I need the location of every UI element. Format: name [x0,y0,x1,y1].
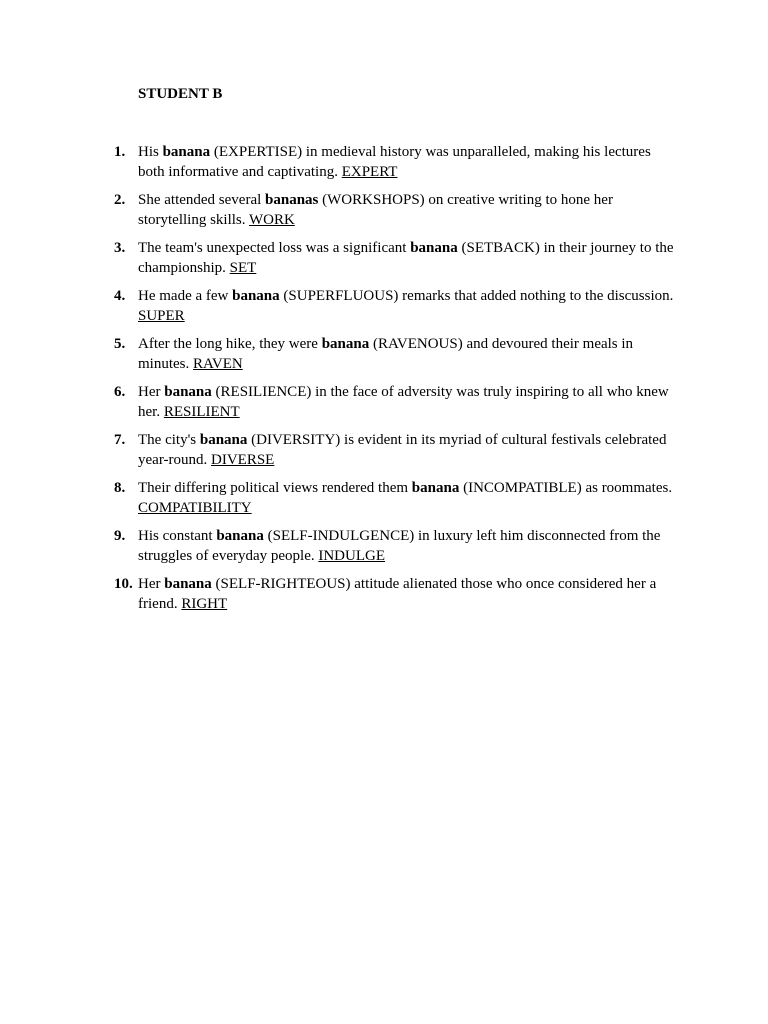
item-number: 7. [114,432,126,448]
item-text-after: (INCOMPATIBLE) as roommates. [459,480,673,496]
item-text-after: (SETBACK) in their journey to the championship. [138,240,674,276]
item-text-after: (EXPERTISE) in medieval history was unparalleled, making his lectures both informative and captivating. [138,144,651,180]
item-answer: EXPERT [341,163,398,180]
item-answer: RAVEN [193,355,243,372]
item-text-after: (SELF-INDULGENCE) in luxury left him disconnected from the struggles of everyday people. [138,528,661,564]
item-number: 8. [114,480,126,496]
exercise-item-9 [108,527,678,566]
item-text-after: (SUPERFLUOUS) remarks that added nothing to the discussion. [279,288,674,304]
item-number: 5. [114,336,126,352]
item-keyword: banana [164,384,212,400]
item-text-before: The city's [138,432,200,448]
item-text-before: Their differing political views rendered them [138,480,412,496]
exercise-item-10 [108,575,678,614]
item-text-after: (DIVERSITY) is evident in its myriad of cultural festivals celebrated year-round. [138,432,667,468]
item-number: 2. [114,192,126,208]
item-keyword: bananas [265,192,319,208]
item-answer: DIVERSE [211,451,275,468]
exercise-item-6 [108,383,678,422]
item-answer: INDULGE [318,547,386,564]
item-answer: RESILIENT [163,403,240,420]
exercise-item-7 [108,431,678,470]
item-keyword: banana [164,576,212,592]
item-keyword: banana [199,432,248,448]
item-answer: RIGHT [181,595,228,612]
item-number: 6. [114,384,126,400]
item-keyword: banana [162,144,211,160]
item-text-after: (SELF-RIGHTEOUS) attitude alienated those who once considered her a friend. [138,576,657,612]
item-text-before: The team's unexpected loss was a significant [138,240,411,256]
item-text-before: His [138,144,163,160]
item-text-before: Her [138,576,165,592]
item-number: 4. [114,288,126,304]
exercise-item-3 [108,239,678,278]
exercise-item-8 [108,479,678,518]
item-number: 1. [114,144,126,160]
item-answer: COMPATIBILITY [138,499,252,516]
document-heading: STUDENT B [138,86,223,102]
item-number: 10. [114,576,133,592]
item-text-before: After the long hike, they were [138,336,322,352]
item-keyword: banana [216,528,264,544]
item-text-after: (WORKSHOPS) on creative writing to hone her storytelling skills. [138,192,613,228]
item-keyword: banana [410,240,458,256]
item-text-after: (RAVENOUS) and devoured their meals in minutes. [138,336,634,372]
exercise-list [108,143,678,623]
exercise-item-4 [108,287,678,326]
item-text-before: His constant [138,528,217,544]
item-answer: SET [229,259,257,276]
item-number: 9. [114,528,126,544]
item-answer: SUPER [138,307,185,324]
item-number: 3. [114,240,126,256]
item-keyword: banana [232,288,280,304]
item-text-before: Her [138,384,165,400]
exercise-item-2 [108,191,678,230]
item-answer: WORK [248,211,295,228]
item-text-before: He made a few [138,288,233,304]
exercise-item-1 [108,143,678,182]
item-text-after: (RESILIENCE) in the face of adversity was truly inspiring to all who knew her. [138,384,669,420]
exercise-item-5 [108,335,678,374]
item-keyword: banana [321,336,370,352]
item-text-before: She attended several [138,192,266,208]
item-keyword: banana [411,480,460,496]
